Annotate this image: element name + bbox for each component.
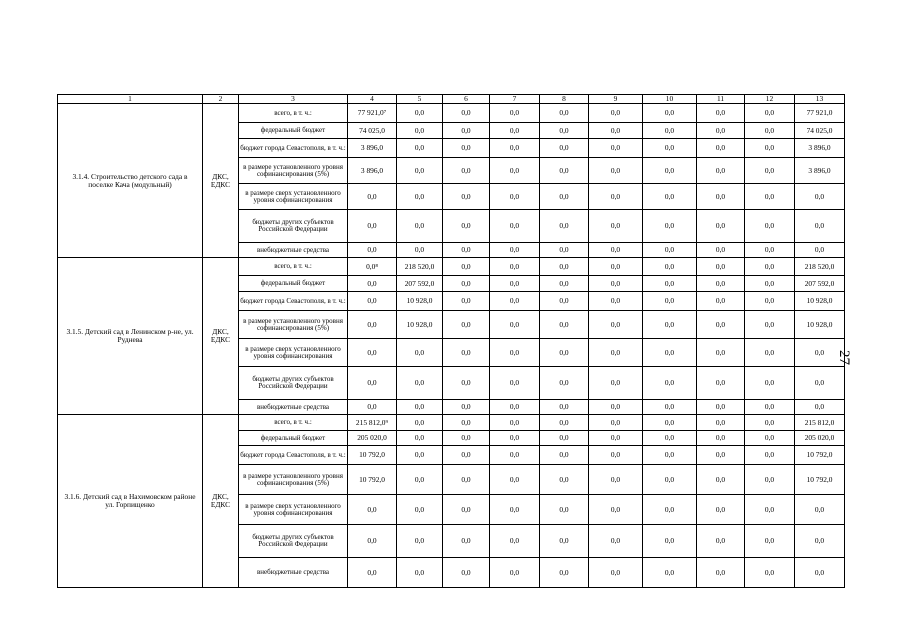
amount-cell: 0,0 — [490, 367, 540, 400]
amount-cell: 0,0 — [589, 446, 643, 465]
amount-cell: 0,0 — [745, 243, 795, 258]
amount-cell: 0,0 — [589, 339, 643, 367]
amount-cell: 0,0 — [697, 123, 745, 139]
amount-cell: 0,0 — [490, 415, 540, 431]
column-header: 12 — [745, 95, 795, 104]
amount-cell: 0,0⁸ — [348, 258, 397, 276]
column-header: 8 — [540, 95, 589, 104]
amount-cell: 0,0 — [795, 210, 845, 243]
amount-cell: 0,0 — [643, 243, 697, 258]
project-name-cell: 3.1.6. Детский сад в Нахимовском районе ул. Горпищенко — [58, 415, 203, 588]
amount-cell: 0,0 — [589, 139, 643, 158]
amount-cell: 0,0 — [589, 311, 643, 339]
amount-cell: 0,0 — [397, 184, 443, 210]
amount-cell: 0,0 — [697, 258, 745, 276]
funding-source-label: внебюджетные средства — [239, 558, 348, 588]
executor-cell: ДКС, ЕДКС — [203, 104, 239, 258]
amount-cell: 10 792,0 — [795, 465, 845, 495]
amount-cell: 0,0 — [643, 431, 697, 446]
column-header: 10 — [643, 95, 697, 104]
amount-cell: 0,0 — [540, 184, 589, 210]
column-header: 9 — [589, 95, 643, 104]
amount-cell: 0,0 — [443, 210, 490, 243]
amount-cell: 0,0 — [589, 210, 643, 243]
amount-cell: 0,0 — [540, 339, 589, 367]
column-header: 11 — [697, 95, 745, 104]
amount-cell: 0,0 — [490, 184, 540, 210]
amount-cell: 0,0 — [540, 495, 589, 525]
funding-source-label: внебюджетные средства — [239, 400, 348, 415]
amount-cell: 0,0 — [490, 465, 540, 495]
amount-cell: 0,0 — [490, 431, 540, 446]
funding-source-label: федеральный бюджет — [239, 276, 348, 292]
amount-cell: 0,0 — [490, 446, 540, 465]
amount-cell: 0,0 — [490, 525, 540, 558]
funding-source-label: в размере установленного уровня софинансирования (5%) — [239, 158, 348, 184]
amount-cell: 0,0 — [443, 400, 490, 415]
amount-cell: 0,0 — [490, 558, 540, 588]
amount-cell: 0,0 — [443, 431, 490, 446]
amount-cell: 0,0 — [795, 339, 845, 367]
amount-cell: 0,0 — [540, 292, 589, 311]
financing-table — [57, 94, 845, 588]
amount-cell: 0,0 — [745, 210, 795, 243]
amount-cell: 0,0 — [745, 292, 795, 311]
amount-cell: 0,0 — [397, 243, 443, 258]
amount-cell: 0,0 — [643, 495, 697, 525]
amount-cell: 0,0 — [589, 525, 643, 558]
amount-cell: 0,0 — [745, 139, 795, 158]
amount-cell: 0,0 — [643, 104, 697, 123]
amount-cell: 0,0 — [397, 400, 443, 415]
amount-cell: 0,0 — [397, 465, 443, 495]
amount-cell: 0,0 — [589, 258, 643, 276]
funding-source-label: федеральный бюджет — [239, 123, 348, 139]
amount-cell: 0,0 — [697, 525, 745, 558]
amount-cell: 0,0 — [443, 104, 490, 123]
column-header: 2 — [203, 95, 239, 104]
amount-cell: 0,0 — [697, 400, 745, 415]
amount-cell: 77 921,0 — [795, 104, 845, 123]
amount-cell: 0,0 — [397, 525, 443, 558]
amount-cell: 0,0 — [490, 139, 540, 158]
amount-cell: 0,0 — [589, 400, 643, 415]
amount-cell: 0,0 — [745, 104, 795, 123]
amount-cell: 0,0 — [589, 184, 643, 210]
column-header: 13 — [795, 95, 845, 104]
amount-cell: 0,0 — [443, 446, 490, 465]
amount-cell: 0,0 — [443, 339, 490, 367]
page-number: 27 — [836, 350, 852, 365]
amount-cell: 0,0 — [643, 367, 697, 400]
amount-cell: 0,0 — [443, 276, 490, 292]
amount-cell: 0,0 — [490, 339, 540, 367]
amount-cell: 0,0 — [745, 415, 795, 431]
amount-cell: 0,0 — [443, 243, 490, 258]
amount-cell: 0,0 — [397, 495, 443, 525]
amount-cell: 0,0 — [490, 276, 540, 292]
amount-cell: 10 792,0 — [348, 465, 397, 495]
amount-cell: 0,0 — [397, 139, 443, 158]
amount-cell: 0,0 — [540, 276, 589, 292]
amount-cell: 0,0 — [397, 123, 443, 139]
amount-cell: 0,0 — [745, 465, 795, 495]
amount-cell: 0,0 — [589, 465, 643, 495]
amount-cell: 10 928,0 — [795, 292, 845, 311]
amount-cell: 0,0 — [490, 210, 540, 243]
amount-cell: 0,0 — [490, 104, 540, 123]
amount-cell: 0,0 — [589, 558, 643, 588]
amount-cell: 0,0 — [745, 258, 795, 276]
amount-cell: 0,0 — [443, 292, 490, 311]
amount-cell: 0,0 — [697, 415, 745, 431]
amount-cell: 0,0 — [589, 104, 643, 123]
amount-cell: 0,0 — [540, 210, 589, 243]
amount-cell: 0,0 — [589, 123, 643, 139]
column-header: 4 — [348, 95, 397, 104]
amount-cell: 74 025,0 — [348, 123, 397, 139]
amount-cell: 0,0 — [490, 258, 540, 276]
amount-cell: 0,0 — [795, 367, 845, 400]
amount-cell: 0,0 — [795, 184, 845, 210]
amount-cell: 0,0 — [540, 400, 589, 415]
amount-cell: 0,0 — [643, 311, 697, 339]
amount-cell: 218 520,0 — [795, 258, 845, 276]
amount-cell: 0,0 — [745, 276, 795, 292]
project-name-cell: 3.1.5. Детский сад в Ленинском р-не, ул. Руднева — [58, 258, 203, 415]
amount-cell: 0,0 — [643, 123, 697, 139]
amount-cell: 0,0 — [697, 446, 745, 465]
amount-cell: 0,0 — [348, 339, 397, 367]
amount-cell: 10 928,0 — [795, 311, 845, 339]
amount-cell: 0,0 — [443, 123, 490, 139]
amount-cell: 0,0 — [540, 415, 589, 431]
amount-cell: 0,0 — [697, 495, 745, 525]
amount-cell: 0,0 — [443, 495, 490, 525]
amount-cell: 0,0 — [697, 431, 745, 446]
amount-cell: 0,0 — [443, 158, 490, 184]
amount-cell: 0,0 — [589, 367, 643, 400]
funding-source-label: бюджеты других субъектов Российской Федерации — [239, 367, 348, 400]
table-row — [58, 258, 845, 276]
table-header-row — [58, 95, 845, 104]
amount-cell: 0,0 — [643, 292, 697, 311]
amount-cell: 0,0 — [697, 558, 745, 588]
amount-cell: 0,0 — [540, 465, 589, 495]
amount-cell: 0,0 — [795, 400, 845, 415]
amount-cell: 0,0 — [643, 276, 697, 292]
amount-cell: 0,0 — [490, 311, 540, 339]
funding-source-label: всего, в т. ч.: — [239, 258, 348, 276]
amount-cell: 0,0 — [348, 292, 397, 311]
amount-cell: 215 812,0⁹ — [348, 415, 397, 431]
funding-source-label: бюджеты других субъектов Российской Федерации — [239, 525, 348, 558]
amount-cell: 10 792,0 — [348, 446, 397, 465]
amount-cell: 0,0 — [443, 415, 490, 431]
amount-cell: 0,0 — [795, 495, 845, 525]
amount-cell: 0,0 — [397, 367, 443, 400]
amount-cell: 0,0 — [397, 415, 443, 431]
funding-source-label: всего, в т. ч.: — [239, 415, 348, 431]
amount-cell: 0,0 — [348, 276, 397, 292]
amount-cell: 0,0 — [643, 465, 697, 495]
amount-cell: 0,0 — [745, 446, 795, 465]
funding-source-label: в размере сверх установленного уровня софинансирования — [239, 495, 348, 525]
amount-cell: 0,0 — [589, 292, 643, 311]
amount-cell: 0,0 — [540, 123, 589, 139]
amount-cell: 0,0 — [745, 495, 795, 525]
amount-cell: 0,0 — [540, 446, 589, 465]
amount-cell: 0,0 — [697, 104, 745, 123]
amount-cell: 0,0 — [490, 123, 540, 139]
amount-cell: 0,0 — [348, 210, 397, 243]
amount-cell: 0,0 — [348, 525, 397, 558]
amount-cell: 0,0 — [697, 339, 745, 367]
amount-cell: 0,0 — [348, 400, 397, 415]
table-row — [58, 104, 845, 123]
amount-cell: 0,0 — [643, 446, 697, 465]
amount-cell: 0,0 — [745, 339, 795, 367]
amount-cell: 0,0 — [490, 292, 540, 311]
amount-cell: 0,0 — [697, 139, 745, 158]
amount-cell: 205 020,0 — [348, 431, 397, 446]
amount-cell: 0,0 — [348, 367, 397, 400]
amount-cell: 0,0 — [397, 431, 443, 446]
amount-cell: 3 896,0 — [348, 158, 397, 184]
funding-source-label: федеральный бюджет — [239, 431, 348, 446]
amount-cell: 0,0 — [490, 158, 540, 184]
funding-source-label: бюджет города Севастополя, в т. ч.: — [239, 446, 348, 465]
amount-cell: 0,0 — [745, 431, 795, 446]
executor-cell: ДКС, ЕДКС — [203, 258, 239, 415]
amount-cell: 0,0 — [397, 558, 443, 588]
amount-cell: 0,0 — [540, 367, 589, 400]
amount-cell: 0,0 — [490, 495, 540, 525]
amount-cell: 207 592,0 — [397, 276, 443, 292]
amount-cell: 0,0 — [443, 258, 490, 276]
amount-cell: 0,0 — [643, 400, 697, 415]
column-header: 6 — [443, 95, 490, 104]
amount-cell: 0,0 — [697, 367, 745, 400]
amount-cell: 218 520,0 — [397, 258, 443, 276]
project-name-cell: 3.1.4. Строительство детского сада в поселке Кача (модульный) — [58, 104, 203, 258]
table-body — [58, 104, 845, 588]
amount-cell: 0,0 — [795, 243, 845, 258]
funding-source-label: бюджет города Севастополя, в т. ч.: — [239, 292, 348, 311]
column-header: 7 — [490, 95, 540, 104]
amount-cell: 0,0 — [643, 258, 697, 276]
amount-cell: 0,0 — [745, 123, 795, 139]
amount-cell: 0,0 — [795, 558, 845, 588]
amount-cell: 0,0 — [397, 104, 443, 123]
amount-cell: 0,0 — [540, 258, 589, 276]
amount-cell: 77 921,0⁷ — [348, 104, 397, 123]
amount-cell: 207 592,0 — [795, 276, 845, 292]
amount-cell: 0,0 — [697, 311, 745, 339]
column-header: 1 — [58, 95, 203, 104]
column-header: 3 — [239, 95, 348, 104]
amount-cell: 0,0 — [745, 184, 795, 210]
amount-cell: 10 928,0 — [397, 292, 443, 311]
amount-cell: 0,0 — [443, 367, 490, 400]
amount-cell: 0,0 — [443, 184, 490, 210]
amount-cell: 0,0 — [643, 339, 697, 367]
amount-cell: 0,0 — [643, 158, 697, 184]
funding-source-label: в размере сверх установленного уровня софинансирования — [239, 184, 348, 210]
amount-cell: 10 792,0 — [795, 446, 845, 465]
amount-cell: 0,0 — [589, 495, 643, 525]
amount-cell: 0,0 — [348, 311, 397, 339]
amount-cell: 0,0 — [443, 558, 490, 588]
amount-cell: 0,0 — [589, 415, 643, 431]
amount-cell: 215 812,0 — [795, 415, 845, 431]
amount-cell: 0,0 — [589, 276, 643, 292]
amount-cell: 0,0 — [697, 292, 745, 311]
amount-cell: 0,0 — [745, 400, 795, 415]
amount-cell: 0,0 — [397, 339, 443, 367]
amount-cell: 0,0 — [540, 243, 589, 258]
funding-source-label: бюджеты других субъектов Российской Федерации — [239, 210, 348, 243]
amount-cell: 0,0 — [540, 558, 589, 588]
amount-cell: 3 896,0 — [795, 139, 845, 158]
amount-cell: 0,0 — [397, 446, 443, 465]
amount-cell: 0,0 — [643, 415, 697, 431]
funding-source-label: бюджет города Севастополя, в т. ч.: — [239, 139, 348, 158]
amount-cell: 0,0 — [697, 184, 745, 210]
amount-cell: 0,0 — [540, 431, 589, 446]
amount-cell: 0,0 — [540, 158, 589, 184]
funding-source-label: в размере установленного уровня софинансирования (5%) — [239, 311, 348, 339]
amount-cell: 0,0 — [589, 243, 643, 258]
amount-cell: 0,0 — [540, 311, 589, 339]
amount-cell: 0,0 — [443, 311, 490, 339]
amount-cell: 0,0 — [745, 525, 795, 558]
amount-cell: 0,0 — [443, 525, 490, 558]
amount-cell: 0,0 — [589, 158, 643, 184]
amount-cell: 0,0 — [397, 210, 443, 243]
funding-source-label: всего, в т. ч.: — [239, 104, 348, 123]
amount-cell: 0,0 — [643, 139, 697, 158]
amount-cell: 0,0 — [490, 243, 540, 258]
amount-cell: 0,0 — [443, 465, 490, 495]
amount-cell: 0,0 — [540, 525, 589, 558]
amount-cell: 0,0 — [697, 465, 745, 495]
amount-cell: 0,0 — [348, 495, 397, 525]
amount-cell: 3 896,0 — [795, 158, 845, 184]
amount-cell: 0,0 — [540, 139, 589, 158]
amount-cell: 0,0 — [490, 400, 540, 415]
amount-cell: 0,0 — [697, 158, 745, 184]
amount-cell: 0,0 — [795, 525, 845, 558]
amount-cell: 3 896,0 — [348, 139, 397, 158]
amount-cell: 0,0 — [540, 104, 589, 123]
amount-cell: 0,0 — [443, 139, 490, 158]
amount-cell: 0,0 — [643, 525, 697, 558]
funding-source-label: в размере установленного уровня софинансирования (5%) — [239, 465, 348, 495]
funding-source-label: внебюджетные средства — [239, 243, 348, 258]
amount-cell: 0,0 — [697, 210, 745, 243]
executor-cell: ДКС, ЕДКС — [203, 415, 239, 588]
amount-cell: 0,0 — [348, 243, 397, 258]
amount-cell: 0,0 — [697, 243, 745, 258]
amount-cell: 0,0 — [643, 184, 697, 210]
amount-cell: 0,0 — [643, 558, 697, 588]
amount-cell: 74 025,0 — [795, 123, 845, 139]
amount-cell: 0,0 — [745, 558, 795, 588]
amount-cell: 0,0 — [643, 210, 697, 243]
funding-source-label: в размере сверх установленного уровня софинансирования — [239, 339, 348, 367]
table-row — [58, 415, 845, 431]
amount-cell: 205 020,0 — [795, 431, 845, 446]
amount-cell: 10 928,0 — [397, 311, 443, 339]
amount-cell: 0,0 — [697, 276, 745, 292]
column-header: 5 — [397, 95, 443, 104]
amount-cell: 0,0 — [397, 158, 443, 184]
amount-cell: 0,0 — [348, 184, 397, 210]
amount-cell: 0,0 — [745, 367, 795, 400]
amount-cell: 0,0 — [745, 158, 795, 184]
amount-cell: 0,0 — [745, 311, 795, 339]
amount-cell: 0,0 — [348, 558, 397, 588]
amount-cell: 0,0 — [589, 431, 643, 446]
